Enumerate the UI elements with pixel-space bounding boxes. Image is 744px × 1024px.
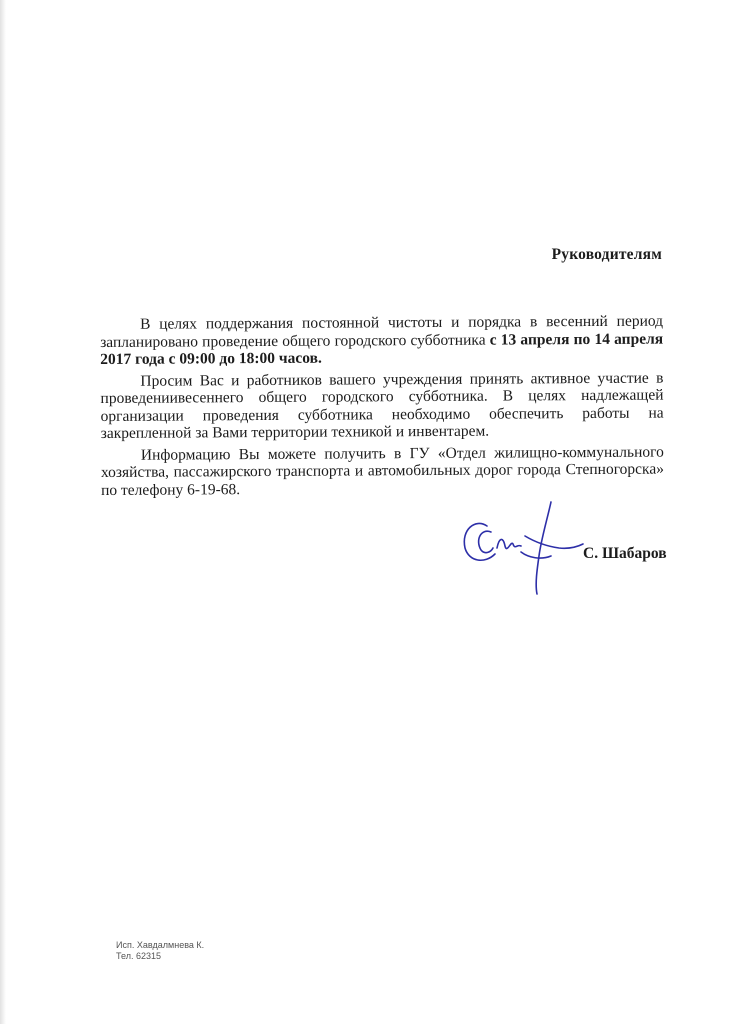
handwritten-signature (455, 500, 595, 600)
paragraph-1 (100, 313, 663, 369)
addressee-heading: Руководителям (551, 246, 662, 263)
executor-info (116, 940, 204, 962)
paragraph-1-dates: с 13 апреля по 14 апреля 2017 года с 09:00 до 18:00 часов. (100, 330, 664, 368)
scan-edge-shadow (0, 0, 6, 1024)
signer-name: С. Шабаров (583, 545, 667, 562)
paragraph-1-text: В целях поддержания постоянной чистоты и порядка в весенний период запланировано проведение общего городского субботника (100, 312, 664, 351)
paragraph-2: Просим Вас и работников вашего учреждения принять активное участие в проведениивесеннего общего городского субботника. В целях надлежащей организации проведения субботника необходимо обеспечить работы на закрепленной за Вами территории техникой и инвентарем. (100, 369, 664, 442)
letter-body (100, 313, 664, 503)
paragraph-3: Информацию Вы можете получить в ГУ «Отдел жилищно-коммунального хозяйства, пассажирского транспорта и автомобильных дорог города Степногорска» по телефону 6-19-68. (100, 443, 664, 499)
signature-block (455, 500, 695, 600)
executor-phone: Тел. 62315 (116, 951, 161, 961)
executor-name: Исп. Хавдалмнева К. (116, 940, 205, 950)
